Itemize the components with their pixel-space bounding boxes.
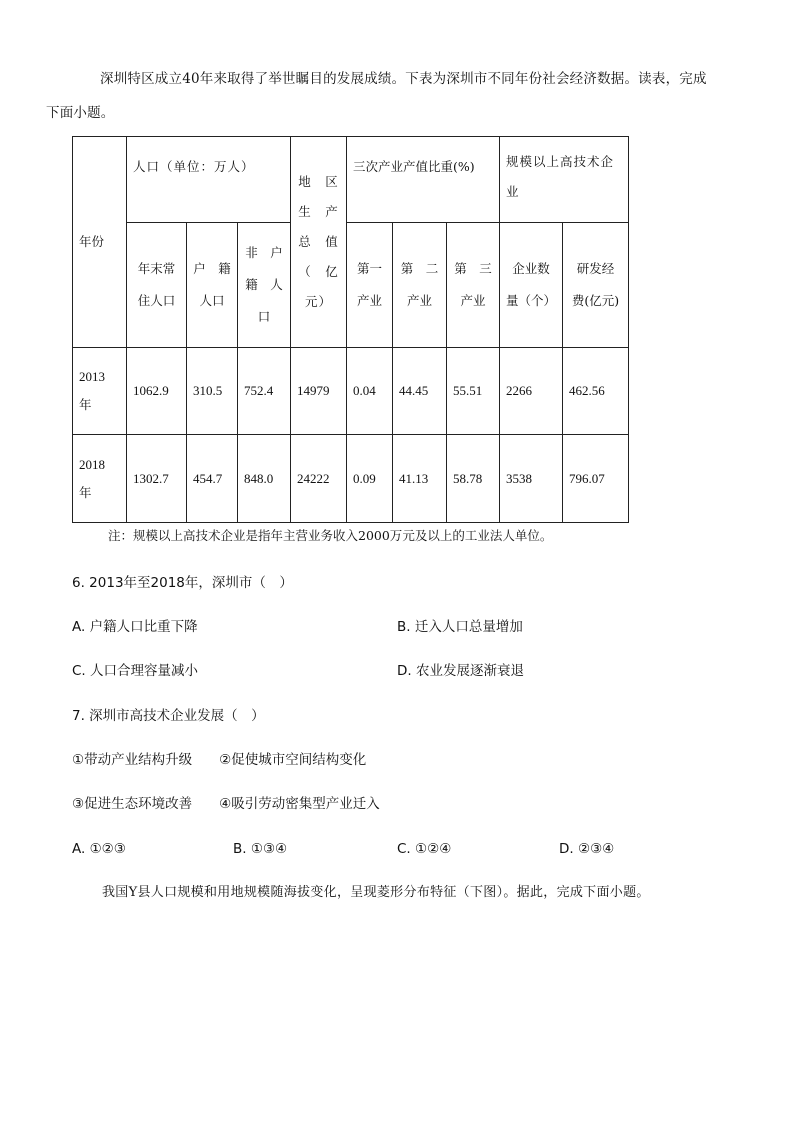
intro-line-2: 下面小题。: [46, 105, 115, 121]
hightech-header: 规模以上高技术企业: [500, 137, 629, 223]
rd-expense-header: 研发经 费(亿元): [563, 223, 629, 348]
q7-option-c[interactable]: C. ①②④: [397, 841, 452, 857]
nonhuji-pop-cell: 848.0: [238, 435, 291, 523]
rd-expense-cell: 796.07: [563, 435, 629, 523]
primary-share-cell: 0.04: [347, 348, 393, 435]
table-row: [73, 435, 629, 523]
huji-pop-cell: 454.7: [187, 435, 238, 523]
resident-pop-cell: 1302.7: [127, 435, 187, 523]
huji-pop-header: 户 籍 人口: [187, 223, 238, 348]
huji-pop-cell: 310.5: [187, 348, 238, 435]
rd-expense-cell: 462.56: [563, 348, 629, 435]
secondary-share-cell: 44.45: [393, 348, 447, 435]
industry-share-header: 三次产业产值比重(%): [347, 137, 500, 223]
gdp-header: 地 区 生 产 总 值 （ 亿 元）: [291, 137, 347, 348]
shenzhen-data-table: [72, 136, 628, 522]
enterprise-count-header: 企业数 量（个）: [500, 223, 563, 348]
next-question-intro: 我国Y县人口规模和用地规模随海拔变化，呈现菱形分布特征（下图）。据此，完成下面小题。: [102, 885, 650, 900]
primary-share-cell: 0.09: [347, 435, 393, 523]
table-note: 注：规模以上高技术企业是指年主营业务收入2000万元及以上的工业法人单位。: [108, 528, 553, 543]
secondary-industry-header: 第 二 产业: [393, 223, 447, 348]
q6-option-a[interactable]: A. 户籍人口比重下降: [72, 619, 198, 635]
question-7-stem: 7. 深圳市高技术企业发展（ ）: [72, 708, 265, 724]
intro-paragraph: [46, 62, 733, 130]
year-header: 年份: [73, 137, 127, 348]
table-row: [73, 348, 629, 435]
q6-option-d[interactable]: D. 农业发展逐渐衰退: [397, 663, 524, 679]
q6-option-b[interactable]: B. 迁入人口总量增加: [397, 619, 523, 635]
intro-line-1: 深圳特区成立40年来取得了举世瞩目的发展成绩。下表为深圳市不同年份社会经济数据。读表，完成: [100, 71, 707, 87]
nonhuji-pop-header: 非 户 籍 人 口: [238, 223, 291, 348]
resident-pop-cell: 1062.9: [127, 348, 187, 435]
tertiary-industry-header: 第 三 产业: [447, 223, 500, 348]
enterprise-count-cell: 2266: [500, 348, 563, 435]
q7-option-d[interactable]: D. ②③④: [559, 841, 615, 857]
q7-items-line-1: ①带动产业结构升级 ②促使城市空间结构变化: [72, 752, 367, 768]
q7-option-a[interactable]: A. ①②③: [72, 841, 126, 857]
resident-pop-header: 年末常 住人口: [127, 223, 187, 348]
tertiary-share-cell: 58.78: [447, 435, 500, 523]
enterprise-count-cell: 3538: [500, 435, 563, 523]
population-header: 人口（单位：万人）: [127, 137, 291, 223]
q6-option-c[interactable]: C. 人口合理容量减小: [72, 663, 199, 679]
secondary-share-cell: 41.13: [393, 435, 447, 523]
nonhuji-pop-cell: 752.4: [238, 348, 291, 435]
question-6-stem: 6. 2013年至2018年，深圳市（ ）: [72, 575, 293, 591]
primary-industry-header: 第一 产业: [347, 223, 393, 348]
gdp-cell: 24222: [291, 435, 347, 523]
year-cell: 2013 年: [73, 348, 127, 435]
q7-items-line-2: ③促进生态环境改善 ④吸引劳动密集型产业迁入: [72, 796, 380, 812]
year-cell: 2018 年: [73, 435, 127, 523]
tertiary-share-cell: 55.51: [447, 348, 500, 435]
q7-option-b[interactable]: B. ①③④: [233, 841, 288, 857]
gdp-cell: 14979: [291, 348, 347, 435]
